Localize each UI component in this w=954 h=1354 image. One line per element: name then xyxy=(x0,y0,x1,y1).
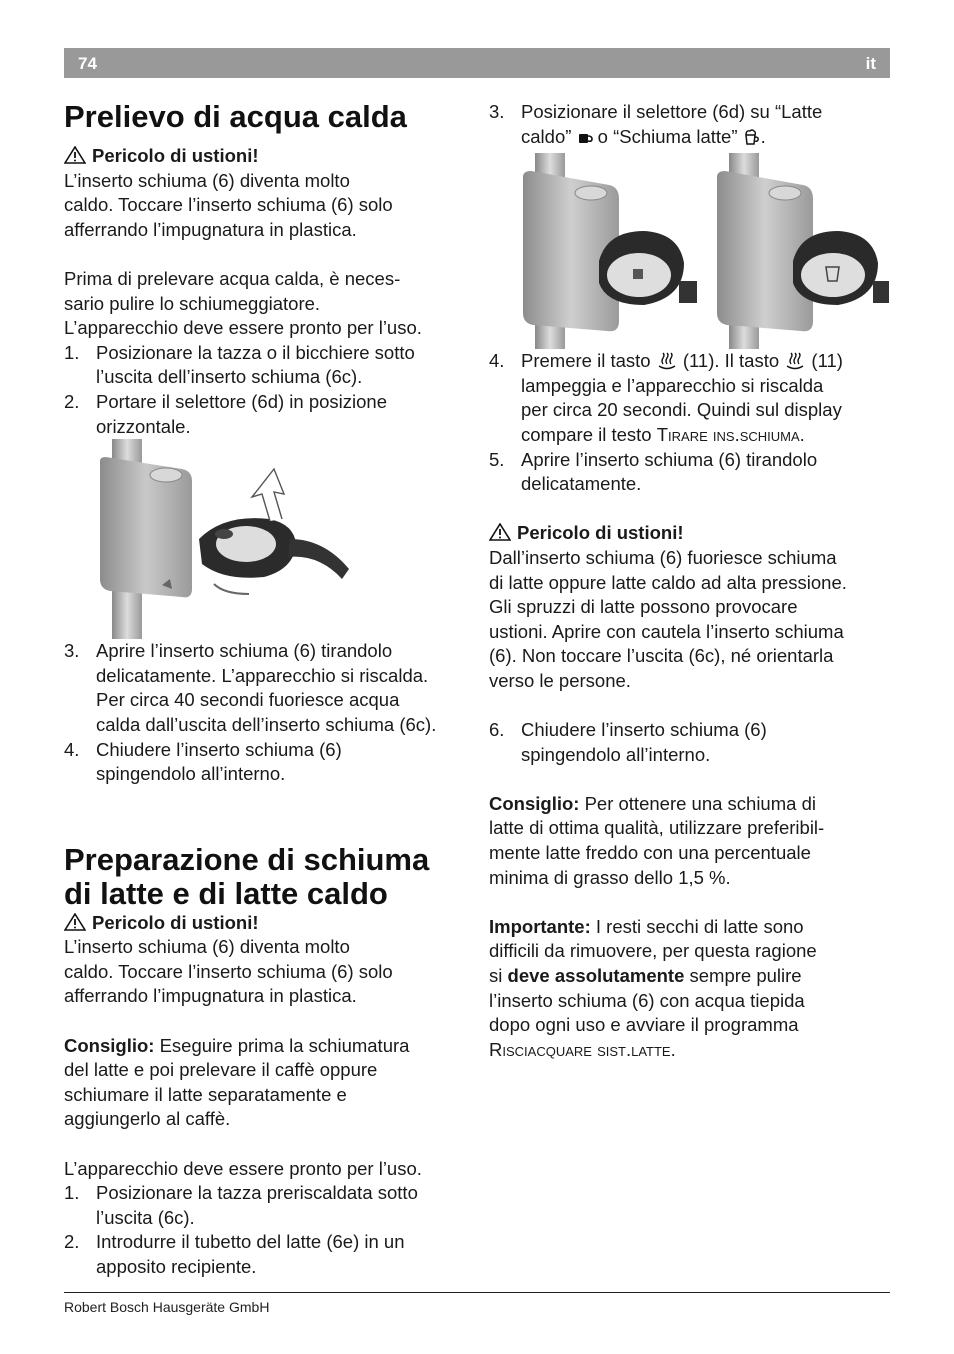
warning-text: L’inserto schiuma (6) diventa molto caldo. Toccare l’inserto schiuma (6) solo afferrando l’impugnatura in plastica. xyxy=(64,936,393,1007)
intro-text: Prima di prelevare acqua calda, è neces- sario pulire lo schiumeggiatore. L’apparecchio deve essere pronto per l’uso. xyxy=(64,267,422,339)
warning-triangle-icon xyxy=(489,523,511,541)
steps-list-f xyxy=(489,718,891,767)
hot-milk-position-illustration xyxy=(523,153,697,349)
warning-text: Dall’inserto schiuma (6) fuoriesce schiuma di latte oppure latte caldo ad alta pressione. Gli spruzzi di latte possono provocare ustioni. Aprire con cautela l’inserto schiuma (6). Non toccare l’uscita (6c), né orientarla verso le persone. xyxy=(489,546,847,691)
footer-divider xyxy=(64,1292,890,1293)
warning-triangle-icon xyxy=(64,146,86,164)
footer-company: Robert Bosch Hausgeräte GmbH xyxy=(64,1299,270,1315)
steps-list-d xyxy=(489,100,891,149)
warning-triangle-icon xyxy=(64,913,86,931)
list-item: 4. Premere il tasto (11). Il tasto (11) lampeggia e l’apparecchio si riscalda per circa 20 secondi. Quindi sul display compare il testo Tirare ins.schiuma. xyxy=(489,350,843,445)
list-item: 1. Posizionare la tazza preriscaldata sotto l’uscita (6c). xyxy=(64,1182,418,1228)
milk-froth-position-illustration xyxy=(717,153,889,349)
ready-text: L’apparecchio deve essere pronto per l’uso. xyxy=(64,1157,422,1179)
list-item: 3. Aprire l’inserto schiuma (6) tirandolo delicatamente. L’apparecchio si riscalda. Per circa 40 secondi fuoriesce acqua calda dall’uscita dell’inserto schiuma (6c). xyxy=(64,640,437,735)
section-title-milk-froth: Preparazione di schiuma di latte e di latte caldo xyxy=(64,841,430,911)
steps-list-b xyxy=(64,639,464,787)
steps-list-a xyxy=(64,341,464,439)
warning-text: L’inserto schiuma (6) diventa molto caldo. Toccare l’inserto schiuma (6) solo afferrando l’impugnatura in plastica. xyxy=(64,169,393,240)
list-item: 4. Chiudere l’inserto schiuma (6) spingendolo all’interno. xyxy=(64,738,342,785)
steam-key-icon xyxy=(656,352,678,370)
list-item: 3. Posizionare il selettore (6d) su “Latte caldo” o “Schiuma latte” . xyxy=(489,101,823,147)
right-column xyxy=(489,100,891,1062)
frother-horizontal-illustration xyxy=(64,439,464,639)
section-title-hot-water: Prelievo di acqua calda xyxy=(64,99,407,134)
list-item: 6. Chiudere l’inserto schiuma (6) spingendolo all’interno. xyxy=(489,719,767,765)
warning-heading: Pericolo di ustioni! xyxy=(489,521,891,546)
milk-froth-cup-icon xyxy=(743,128,761,146)
steps-list-e xyxy=(489,349,891,497)
hot-milk-cup-icon xyxy=(577,130,593,146)
warning-heading: Pericolo di ustioni! xyxy=(64,911,464,936)
list-item: 2. Portare il selettore (6d) in posizione orizzontale. xyxy=(64,390,388,437)
page-header-bar xyxy=(64,48,890,78)
selector-positions-illustration xyxy=(489,153,889,349)
list-item: 5. Aprire l’inserto schiuma (6) tirandolo delicatamente. xyxy=(489,448,818,495)
warning-heading: Pericolo di ustioni! xyxy=(64,144,464,169)
list-item: 1. Posizionare la tazza o il bicchiere sotto l’uscita dell’inserto schiuma (6c). xyxy=(64,341,415,388)
tip-text: Consiglio: Eseguire prima la schiumatura del latte e poi prelevare il caffè oppure schiumare il latte separatamente e aggiungerlo al caffè. xyxy=(64,1034,410,1130)
language-code: it xyxy=(865,54,876,73)
page-number: 74 xyxy=(78,54,97,73)
steam-key-icon xyxy=(784,352,806,370)
steps-list-c xyxy=(64,1181,464,1279)
list-item: 2. Introdurre il tubetto del latte (6e) in un apposito recipiente. xyxy=(64,1231,405,1277)
tip-text: Consiglio: Per ottenere una schiuma di latte di ottima qualità, utilizzare preferibil- mente latte freddo con una percentuale minima di grasso dello 1,5 %. xyxy=(489,792,825,888)
left-column xyxy=(64,100,464,1280)
important-text: Importante: I resti secchi di latte sono difficili da rimuovere, per questa ragione si deve assolutamente sempre pulire l’inserto schiuma (6) con acqua tiepida dopo ogni uso e avviare il programma Risciacquare sist.latte. xyxy=(489,915,817,1060)
